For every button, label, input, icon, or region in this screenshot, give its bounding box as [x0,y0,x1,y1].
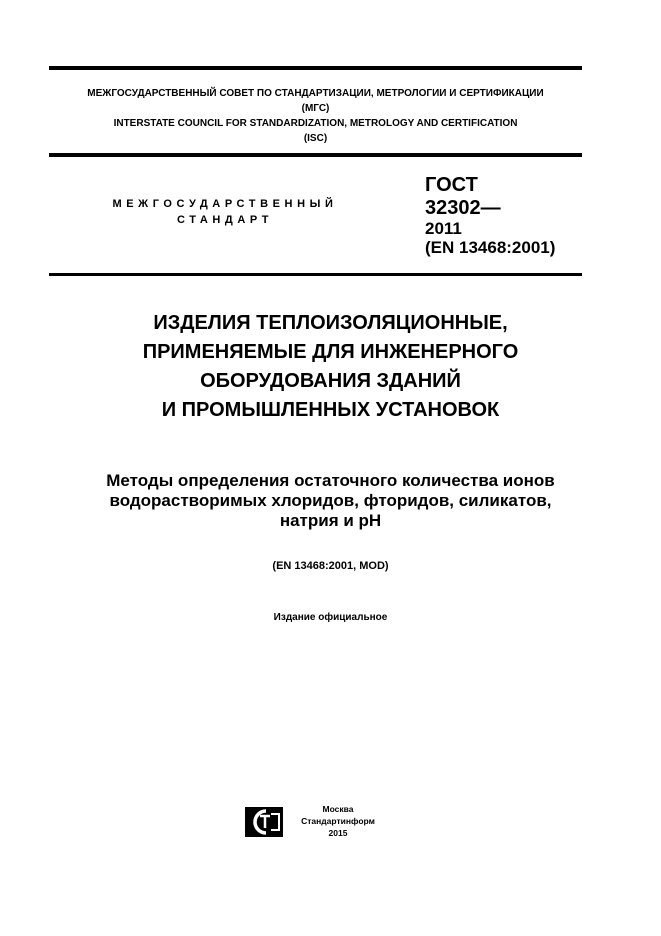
gost-year: 2011 [425,219,462,238]
top-rule [49,66,582,70]
mod-reference: (EN 13468:2001, MOD) [272,560,389,572]
publisher-year: 2015 [328,828,348,838]
designation-rule [49,273,582,276]
council-abbr-ru: (МГС) [301,103,330,114]
standard-type-line1: МЕЖГОСУДАРСТВЕННЫЙ [112,198,338,210]
document-title [30,309,631,425]
council-abbr-en: (ISC) [303,133,328,144]
standard-type-label [90,196,360,228]
council-name-ru: МЕЖГОСУДАРСТВЕННЫЙ СОВЕТ ПО СТАНДАРТИЗАЦИИ, МЕТРОЛОГИИ И СЕРТИФИКАЦИИ [87,88,544,99]
council-name-en: INTERSTATE COUNCIL FOR STANDARDIZATION, METROLOGY AND CERTIFICATION [113,118,518,129]
standartinform-logo-icon [244,806,284,838]
subtitle-line: водорастворимых хлоридов, фторидов, силикатов, [109,491,552,510]
title-line: И ПРОМЫШЛЕННЫХ УСТАНОВОК [161,399,500,421]
gost-designation [425,174,555,258]
publisher-block [292,803,384,839]
subtitle-line: натрия и pH [279,511,382,530]
title-line: ПРИМЕНЯЕМЫЕ ДЛЯ ИНЖЕНЕРНОГО [142,341,519,363]
gost-prefix: ГОСТ [425,174,478,196]
title-line: ИЗДЕЛИЯ ТЕПЛОИЗОЛЯЦИОННЫЕ, [153,312,508,334]
title-line: ОБОРУДОВАНИЯ ЗДАНИЙ [200,370,461,392]
publisher-city: Москва [322,804,354,814]
subtitle-line: Методы определения остаточного количества ионов [106,471,555,490]
gost-equivalent: (EN 13468:2001) [425,238,556,257]
header-rule [49,153,582,157]
gost-number: 32302— [425,197,501,219]
document-subtitle [30,471,631,531]
standard-type-line2: СТАНДАРТ [176,214,274,226]
edition-label: Издание официальное [273,612,388,623]
publisher-name: Стандартинформ [301,816,375,826]
council-header [49,86,582,146]
